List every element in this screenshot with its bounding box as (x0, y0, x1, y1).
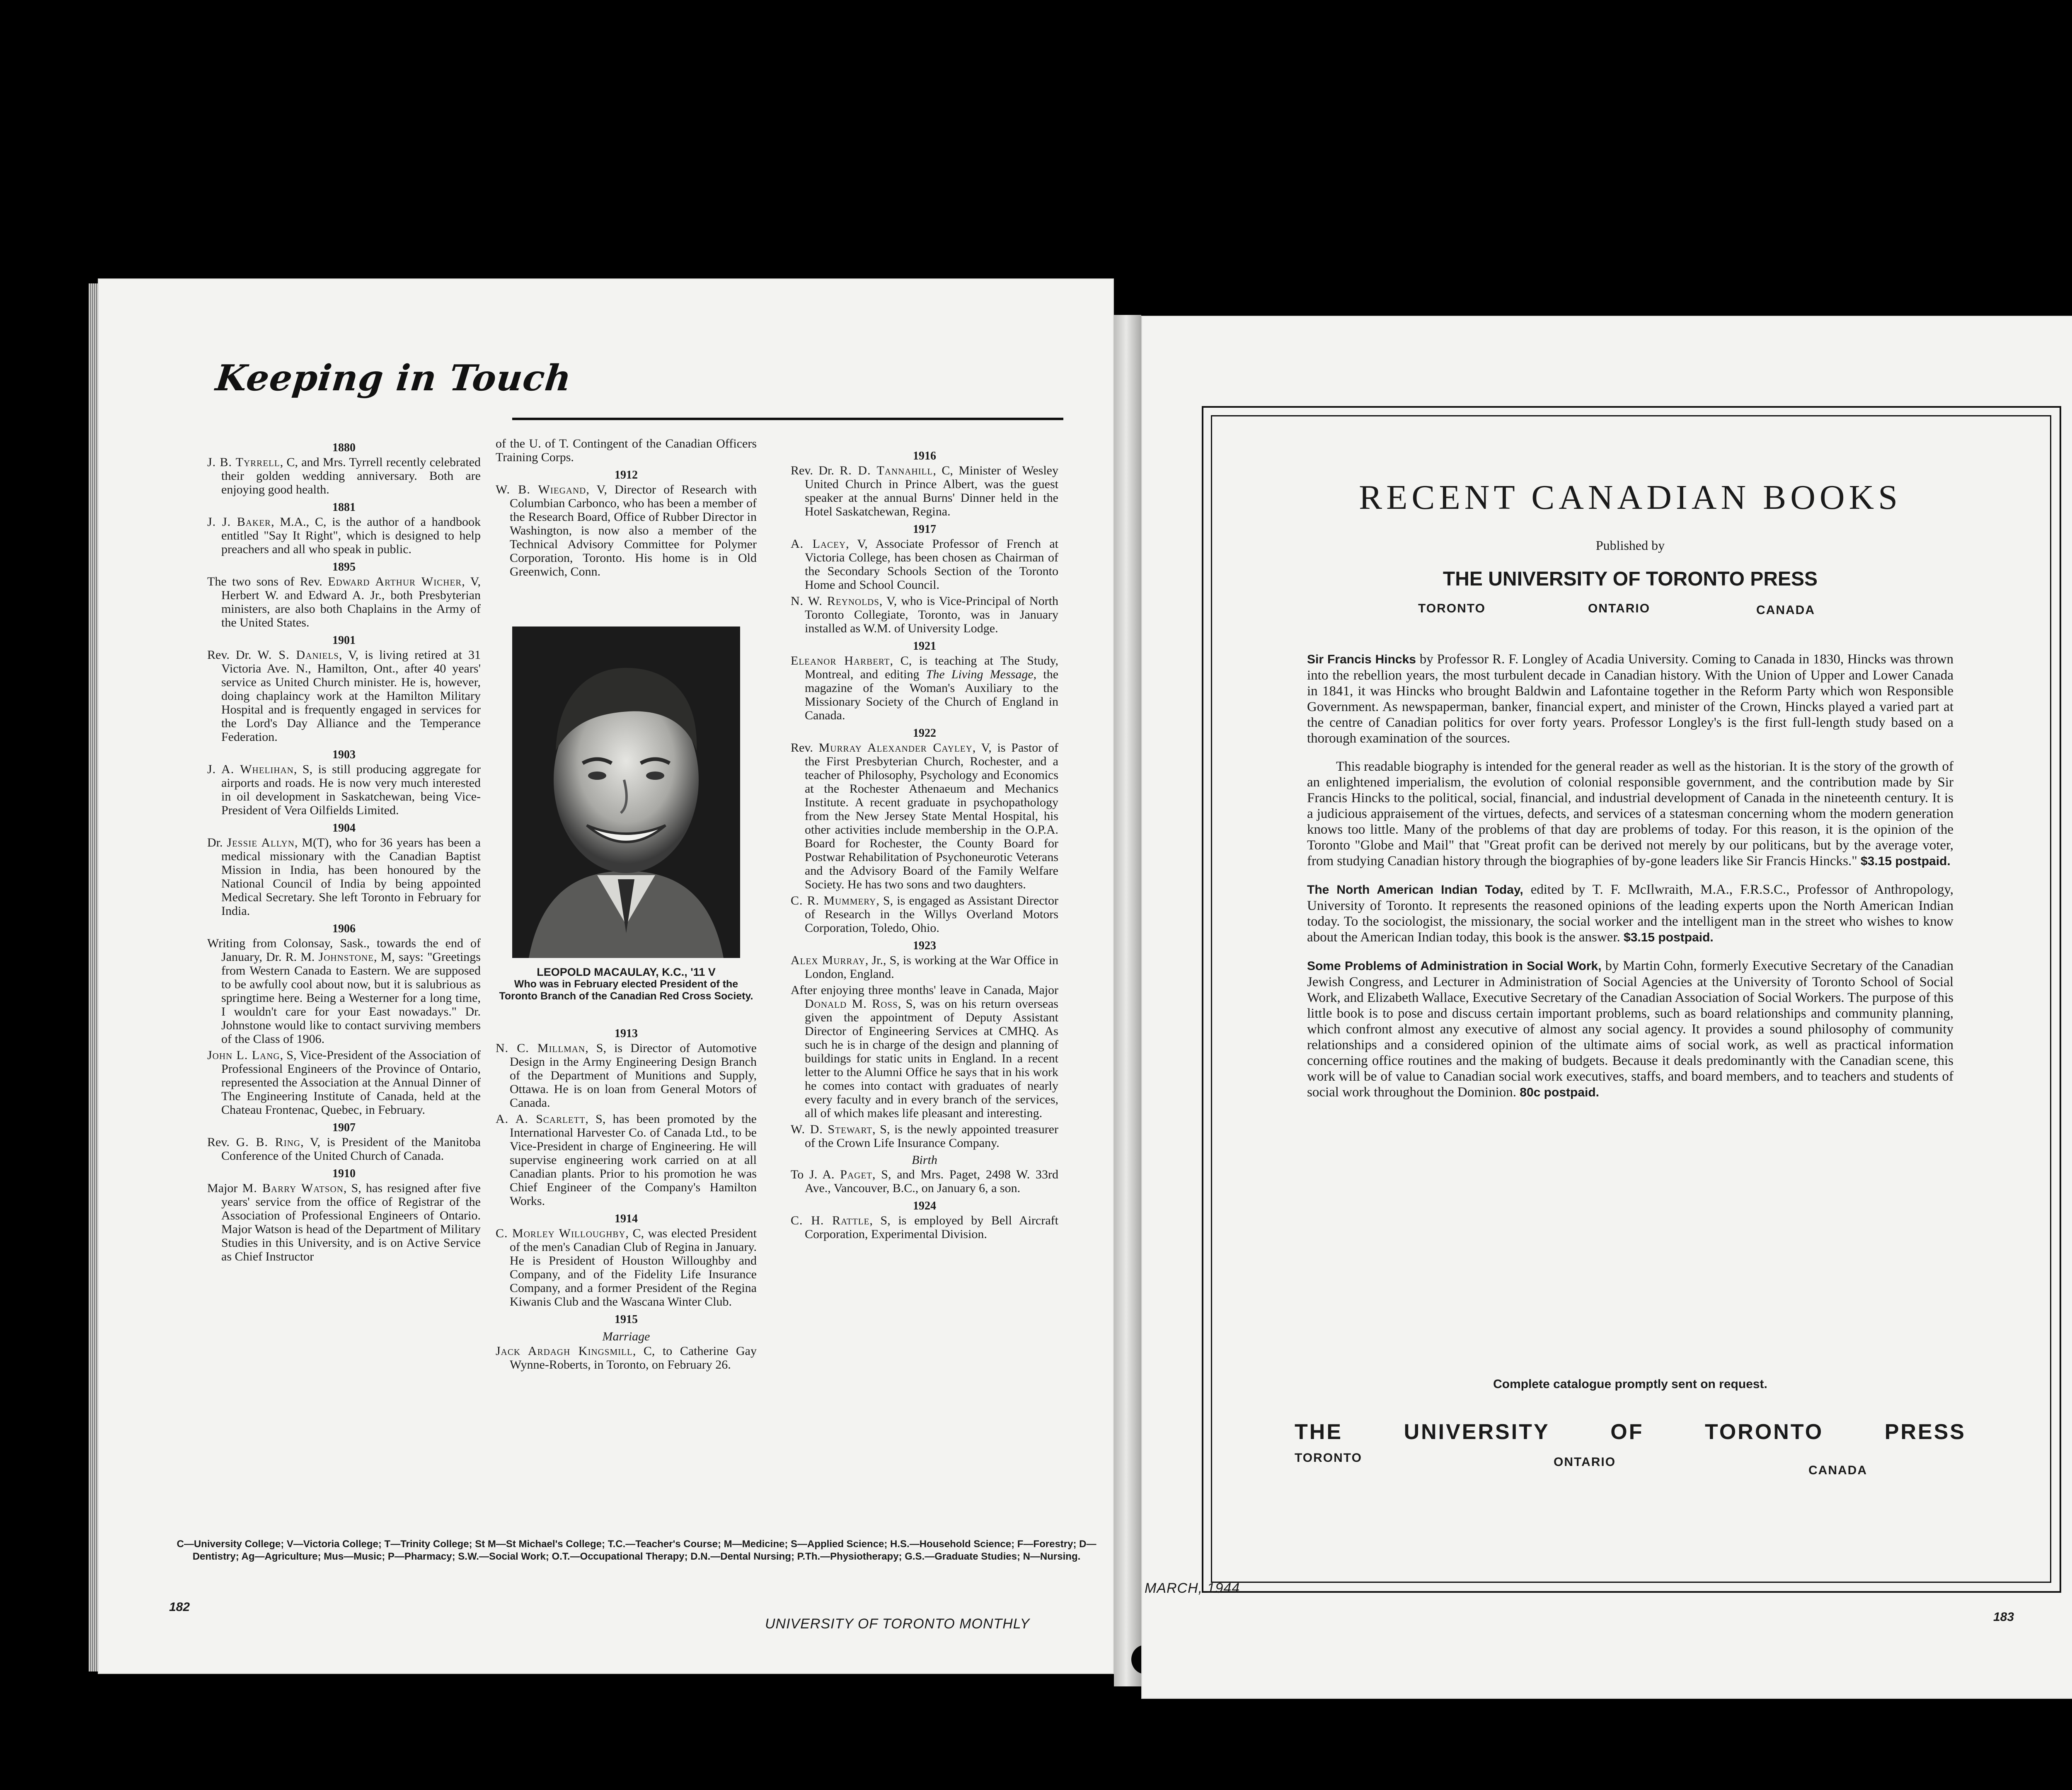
place-canada-footer: CANADA (1808, 1463, 1867, 1477)
news-text: , V, is living retired at 31 Victoria Ave. N., Hamilton, Ont., after 40 years' service as United Church minister. He is, however, doing chaplaincy work at the Hamilton Military Hospital and is frequently engaged in services for the Lord's Day Alliance and the Temperance Federation. (221, 648, 481, 744)
news-text: After enjoying three months' leave in Canada, Major (791, 983, 1058, 997)
book-description: by Professor R. F. Longley of Acadia University. Coming to Canada in 1830, Hincks was thrown into the rebellion years, the most turbulent decade in Canadian history. With the Union of Upper and Lower Canada in 1841, it was Hincks who brought Baldwin and Lafontaine together in the Reform Party which won Responsible Government. As newspaperman, banker, financial expert, and minister of the Crown, Hincks played a varied part at the centre of Canadian politics for over forty years. Professor Longley's is the first full-length study based on a thorough examination of the sources. (1307, 652, 1953, 746)
alumnus-name: C. H. Rattle (791, 1214, 870, 1227)
news-text: Rev. Dr. (791, 464, 840, 477)
class-year-heading: 1880 (332, 441, 356, 454)
news-text: , S, and Mrs. Paget, 2498 W. 33rd Ave., Vancouver, B.C., on January 6, a son. (805, 1168, 1059, 1195)
class-year-heading: 1907 (332, 1121, 356, 1134)
news-text: , S, is employed by Bell Aircraft Corporation, Experimental Division. (805, 1214, 1058, 1241)
book-entry-indian (1307, 882, 1953, 946)
class-year-heading: 1912 (615, 469, 638, 481)
column-2-top (496, 437, 757, 581)
news-item (207, 1135, 481, 1163)
news-item (496, 1344, 757, 1372)
class-year-heading: 1917 (913, 523, 936, 536)
news-item (207, 1048, 481, 1117)
section-subheading: Marriage (602, 1330, 650, 1343)
news-text: , V, Herbert W. and Edward A. Jr., both Presbyterian ministers, are also both Chaplains in the Army of the United States. (221, 575, 481, 629)
section-subheading: Birth (912, 1153, 937, 1167)
alumnus-name: A. Lacey (791, 537, 846, 551)
alumnus-name: R. D. Tannahill (840, 464, 933, 477)
place-toronto-footer: TORONTO (1295, 1451, 1362, 1465)
catalogue-notice: Complete catalogue promptly sent on request. (1493, 1377, 1767, 1391)
news-text: , C, and Mrs. Tyrrell recently celebrated their golden wedding anniversary. Both are enjoying good health. (221, 455, 481, 496)
alumnus-name: W. D. Stewart (791, 1122, 873, 1136)
news-item (791, 594, 1058, 635)
class-year-heading: 1924 (913, 1200, 936, 1212)
alumnus-name: J. A. Whelihan (207, 762, 294, 776)
alumnus-name: John L. Lang (207, 1048, 280, 1062)
class-year-heading: 1901 (332, 634, 356, 647)
alumnus-name: W. B. Wiegand (496, 483, 586, 496)
class-year-heading: 1913 (615, 1027, 638, 1040)
book-description: edited by T. F. McIlwraith, M.A., F.R.S.C., Professor of Anthropology, University of Toronto. It represents the reasoned opinions of the leading experts upon the North American Indian today. To the sociologist, the missionary, the social worker and the intelligent man in the street who wishes to know about the American Indian today, this book is the answer. (1307, 882, 1953, 945)
column-3 (791, 445, 1058, 1243)
news-text: , S, has resigned after five years' service from the office of Registrar of the Association of Professional Engineers of Ontario. Major Watson is head of the Department of Military Studies in this University, and is on Active Service as Chief Instructor (221, 1181, 481, 1263)
news-text: Dr. (207, 836, 227, 849)
news-item (207, 762, 481, 817)
portrait-photo (512, 626, 740, 958)
alumnus-name: C. Morley Willoughby (496, 1226, 626, 1240)
alumnus-name: C. R. Mummery (791, 894, 876, 907)
column-2-bottom (496, 1023, 757, 1374)
caption-name: LEOPOLD MACAULAY, K.C., '11 V (537, 966, 716, 978)
column-1 (207, 437, 481, 1266)
news-item (207, 648, 481, 744)
alumnus-name: J. J. Baker (207, 515, 271, 529)
published-by: Published by (1595, 538, 1665, 553)
class-year-heading: 1923 (913, 939, 936, 952)
news-text: , C, is teaching at The Study, Montreal, and editing (805, 654, 1058, 681)
class-year-heading: 1904 (332, 822, 356, 835)
news-item (207, 575, 481, 629)
publication-title: The Living Message (926, 668, 1034, 681)
alumnus-name: Jack Ardagh Kingsmill (496, 1344, 633, 1358)
alumnus-name: Paget (840, 1168, 872, 1181)
news-item (791, 983, 1058, 1120)
news-text: , V, is President of the Manitoba Conference of the United Church of Canada. (221, 1135, 481, 1163)
news-text: , the magazine of the Woman's Auxiliary to the Missionary Society of the Church of England in Canada. (805, 668, 1059, 722)
news-text: , Jr., S, is working at the War Office in London, England. (805, 953, 1059, 981)
advertisement-title: RECENT CANADIAN BOOKS (1359, 478, 1902, 517)
news-text: , C, was elected President of the men's Canadian Club of Regina in January. He is President of Houston Willoughby and Company, and of the Fidelity Life Insurance Company, and a former President of the Regina Kiwanis Club and the Wascana Winter Club. (510, 1226, 757, 1309)
alumnus-name: Jessie Allyn (227, 836, 295, 849)
running-footer-left: UNIVERSITY OF TORONTO MONTHLY (765, 1616, 1030, 1632)
news-text: , M, says: "Greetings from Western Canada to Eastern. We are supposed to be awfully cool about now, but it is salubrious as springtime here. Being a Westerner for a long time, I wouldn't care for your East nowadays." Dr. Johnstone would like to contact surviving members of the Class of 1906. (221, 950, 481, 1046)
class-year-heading: 1903 (332, 748, 356, 761)
page-stack-edge (89, 283, 99, 1671)
news-text: To J. A. (791, 1168, 840, 1181)
news-text: Major (207, 1181, 242, 1195)
news-text: , S, Vice-President of the Association of Professional Engineers of the Province of Ontario, represented the Association at the Annual Dinner of The Engineering Institute of Canada, held at the Chateau Frontenac, Quebec, in February. (221, 1048, 481, 1117)
binding-gutter (1114, 315, 1141, 1686)
class-year-heading: 1910 (332, 1167, 356, 1180)
news-text: , S, is engaged as Assistant Director of Research in the Willys Overland Motors Corporation, Toledo, Ohio. (805, 894, 1059, 935)
alumnus-name: N. W. Reynolds (791, 594, 879, 608)
news-item (496, 1041, 757, 1110)
news-text: , S, is Director of Automotive Design in the Army Engineering Design Branch of the Department of Munitions and Supply, Ottawa. He is on loan from General Motors of Canada. (510, 1041, 757, 1110)
news-item-continued: of the U. of T. Contingent of the Canadian Officers Training Corps. (496, 437, 757, 464)
news-item (496, 1112, 757, 1208)
alumnus-name: M. Barry Watson (242, 1181, 344, 1195)
book-title: Some Problems of Administration in Social Work, (1307, 959, 1602, 973)
news-text: , V, Director of Research with Columbian Carbonco, who has been a member of the Research Board, Office of Rubber Director in Washington, is now also a member of the Technical Advisory Committee for Polymer Corporation, Toronto. His home is in Old Greenwich, Conn. (510, 483, 757, 578)
news-item (791, 464, 1058, 518)
alumnus-name: Johnstone (318, 950, 374, 964)
alumnus-name: N. C. Millman (496, 1041, 586, 1055)
class-year-heading: 1914 (615, 1212, 638, 1225)
news-text: , V, is Pastor of the First Presbyterian Church, Rochester, and a teacher of Philosophy, Psychology and Economics at the Rochester Athenaeum and Mechanics Institute. A recent graduate in psychopathology from the New Jersey State Mental Hospital, his other activities include membership in the O.P.A. Board for Rochester, the County Board for Postwar Rehabilitation of Psychoneurotic Veterans and the Advisory Board of the Family Welfare Society. He has two sons and two daughters. (805, 741, 1058, 891)
news-item (207, 515, 481, 556)
book-entry-hincks-continued (1307, 759, 1953, 869)
place-toronto: TORONTO (1418, 602, 1486, 615)
news-text: , M(T), who for 36 years has been a medical missionary with the Canadian Baptist Mission in India, has been honoured by the National Council of India by being appointed Medical Secretary. She left Toronto in February for India. (221, 836, 481, 918)
news-text: , S, was on his return overseas given the appointment of Deputy Assistant Director of Engineering Services at CMHQ. As such he is in charge of the design and planning of buildings for static units in England. In a recent letter to the Alumni Office he says that in his work he comes into contact with graduates of nearly every faculty and in every branch of the services, all of which makes life pleasant and interesting. (805, 997, 1058, 1120)
book-description: by Martin Cohn, formerly Executive Secretary of the Canadian Jewish Congress, and Lecturer in Administration of Social Agencies at the University of Toronto School of Social Work, and Elizabeth Wallace, Executive Secretary of the Canadian Association of Social Workers. The purpose of this little book is to pose and discuss certain important problems, such as board relationships and community planning, which confront almost any executive of almost any social agency. It provides a sound philosophy of community relationships and a considered opinion of the ultimate aims of social work, as well as practical information concerning office routines and the making of budgets. Because it deals predominantly with the Canadian scene, this work will be of value to Canadian social work executives, staffs, and board members, and to teachers and students of social work throughout the Dominion. (1307, 958, 1953, 1100)
class-year-heading: 1916 (913, 450, 936, 462)
alumnus-name: A. A. Scarlett (496, 1112, 586, 1126)
book-title: Sir Francis Hincks (1307, 653, 1416, 666)
news-text: , S, is still producing aggregate for airports and roads. He is now very much interested in oil development in Saskatchewan, being Vice-President of Vera Oilfields Limited. (221, 762, 481, 817)
alumnus-name: Edward Arthur Wicher (328, 575, 462, 588)
photo-caption (496, 966, 757, 1002)
news-text: Rev. (791, 741, 819, 755)
book-listings (1307, 651, 1953, 1113)
book-description-continued: This readable biography is intended for the general reader as well as the historian. It is the story of the growth of an enlightened imperialism, the evolution of colonial responsible government, and the contribution made by Sir Francis Hincks to the political, social, financial, and industrial development of Canada in the nineteenth century. It is a judicious appraisement of the virtues, defects, and services of a statesman concerning whom the modern generation knows too little. Many of the problems of that day are problems of today. For this reason, it is the opinion of the Toronto "Globe and Mail" that "Great profit can be derived not merely by our politicans, but by the average voter, from studying Canadian history through the biographies of by-gone leaders like Sir Francis Hincks." (1307, 759, 1953, 868)
book-title: The North American Indian Today, (1307, 883, 1523, 897)
right-page (1141, 316, 2072, 1699)
book-price: $3.15 postpaid. (1860, 854, 1951, 868)
running-footer-right: MARCH, 1944 (1145, 1580, 1240, 1596)
alumnus-name: Alex Murray (791, 953, 865, 967)
place-ontario: ONTARIO (1588, 602, 1651, 615)
news-item (791, 654, 1058, 722)
book-entry-hincks (1307, 651, 1953, 746)
news-item (207, 936, 481, 1046)
page-number-right: 183 (1993, 1610, 2014, 1624)
place-canada: CANADA (1756, 603, 1815, 617)
alumnus-name: G. B. Ring (236, 1135, 301, 1149)
alumnus-name: Donald M. Ross (805, 997, 898, 1011)
book-price: 80c postpaid. (1520, 1086, 1599, 1099)
news-item (791, 537, 1058, 592)
portrait-image (512, 626, 740, 958)
news-item (496, 1226, 757, 1309)
news-text: , S, is the newly appointed treasurer of the Crown Life Insurance Company. (805, 1122, 1058, 1150)
news-text: , C, to Catherine Gay Wynne-Roberts, in Toronto, on February 26. (510, 1344, 757, 1372)
news-text: , V, who is Vice-Principal of North Toronto Collegiate, Toronto, was in January installed as W.M. of University Lodge. (805, 594, 1058, 635)
alumnus-name: Murray Alexander Cayley (818, 741, 973, 755)
news-item (207, 1181, 481, 1263)
class-year-heading: 1906 (332, 922, 356, 935)
alumnus-name: Eleanor Harbert (791, 654, 890, 668)
news-item (791, 1214, 1058, 1241)
page-number-left: 182 (169, 1600, 190, 1614)
class-year-heading: 1895 (332, 561, 356, 573)
news-item (791, 1168, 1058, 1195)
left-page (98, 278, 1114, 1674)
news-text: , M.A., C, is the author of a handbook entitled "Say It Right", which is designed to help preachers and all who speak in public. (221, 515, 481, 556)
publisher-name: THE UNIVERSITY OF TORONTO PRESS (1443, 568, 1818, 590)
book-price: $3.15 postpaid. (1624, 931, 1714, 944)
news-item (791, 953, 1058, 981)
masthead-keeping-in-touch: Keeping in Touch (213, 357, 574, 399)
news-text: Writing from Colonsay, Sask., towards the end of January, Dr. R. M. (207, 936, 481, 964)
news-item (207, 455, 481, 496)
news-text: , S, has been promoted by the International Harvester Co. of Canada Ltd., to be Vice-President in charge of Engineering. He will supervise engineering work carried on at all Canadian plants. Prior to his promotion he was Chief Engineer of the Company's Hamilton Works. (510, 1112, 757, 1208)
alumnus-name: J. B. Tyrrell (207, 455, 280, 469)
news-text: Rev. Dr. (207, 648, 258, 662)
alumnus-name: W. S. Daniels (257, 648, 339, 662)
faculty-abbreviation-legend: C—University College; V—Victoria College; T—Trinity College; St M—St Michael's College; T.C.—Teacher's Course; M—Medicine; S—Applied Science; H.S.—Household Science; F—Forestry; D—Dentistry; Ag—Agriculture; Mus—Music; P—Pharmacy; S.W.—Social Work; O.T.—Occupational Therapy; D.N.—Dental Nursing; P.Th.—Physiotherapy; G.S.—Graduate Studies; N—Nursing. (177, 1538, 1097, 1562)
news-text: Rev. (207, 1135, 236, 1149)
class-year-heading: 1881 (332, 501, 356, 514)
class-year-heading: 1922 (913, 727, 936, 740)
masthead-rule (512, 418, 1063, 420)
news-item (791, 894, 1058, 935)
news-text: , C, Minister of Wesley United Church in Prince Albert, was the guest speaker at the annual Burns' Dinner held in the Hotel Saskatchewan, Regina. (805, 464, 1058, 518)
news-text: The two sons of Rev. (207, 575, 328, 588)
publisher-name-footer: THE UNIVERSITY OF TORONTO PRESS (1295, 1420, 1966, 1444)
place-ontario-footer: ONTARIO (1554, 1455, 1616, 1469)
caption-text: Who was in February elected President of the Toronto Branch of the Canadian Red Cross Society. (499, 978, 753, 1002)
class-year-heading: 1915 (615, 1313, 638, 1326)
class-year-heading: 1921 (913, 640, 936, 653)
news-text: , V, Associate Professor of French at Victoria College, has been chosen as Chairman of the Secondary Schools Section of the Toronto Home and School Council. (805, 537, 1058, 592)
news-item (496, 483, 757, 578)
news-item (207, 836, 481, 918)
news-item (791, 741, 1058, 891)
news-item (791, 1122, 1058, 1150)
book-entry-social-work (1307, 958, 1953, 1101)
